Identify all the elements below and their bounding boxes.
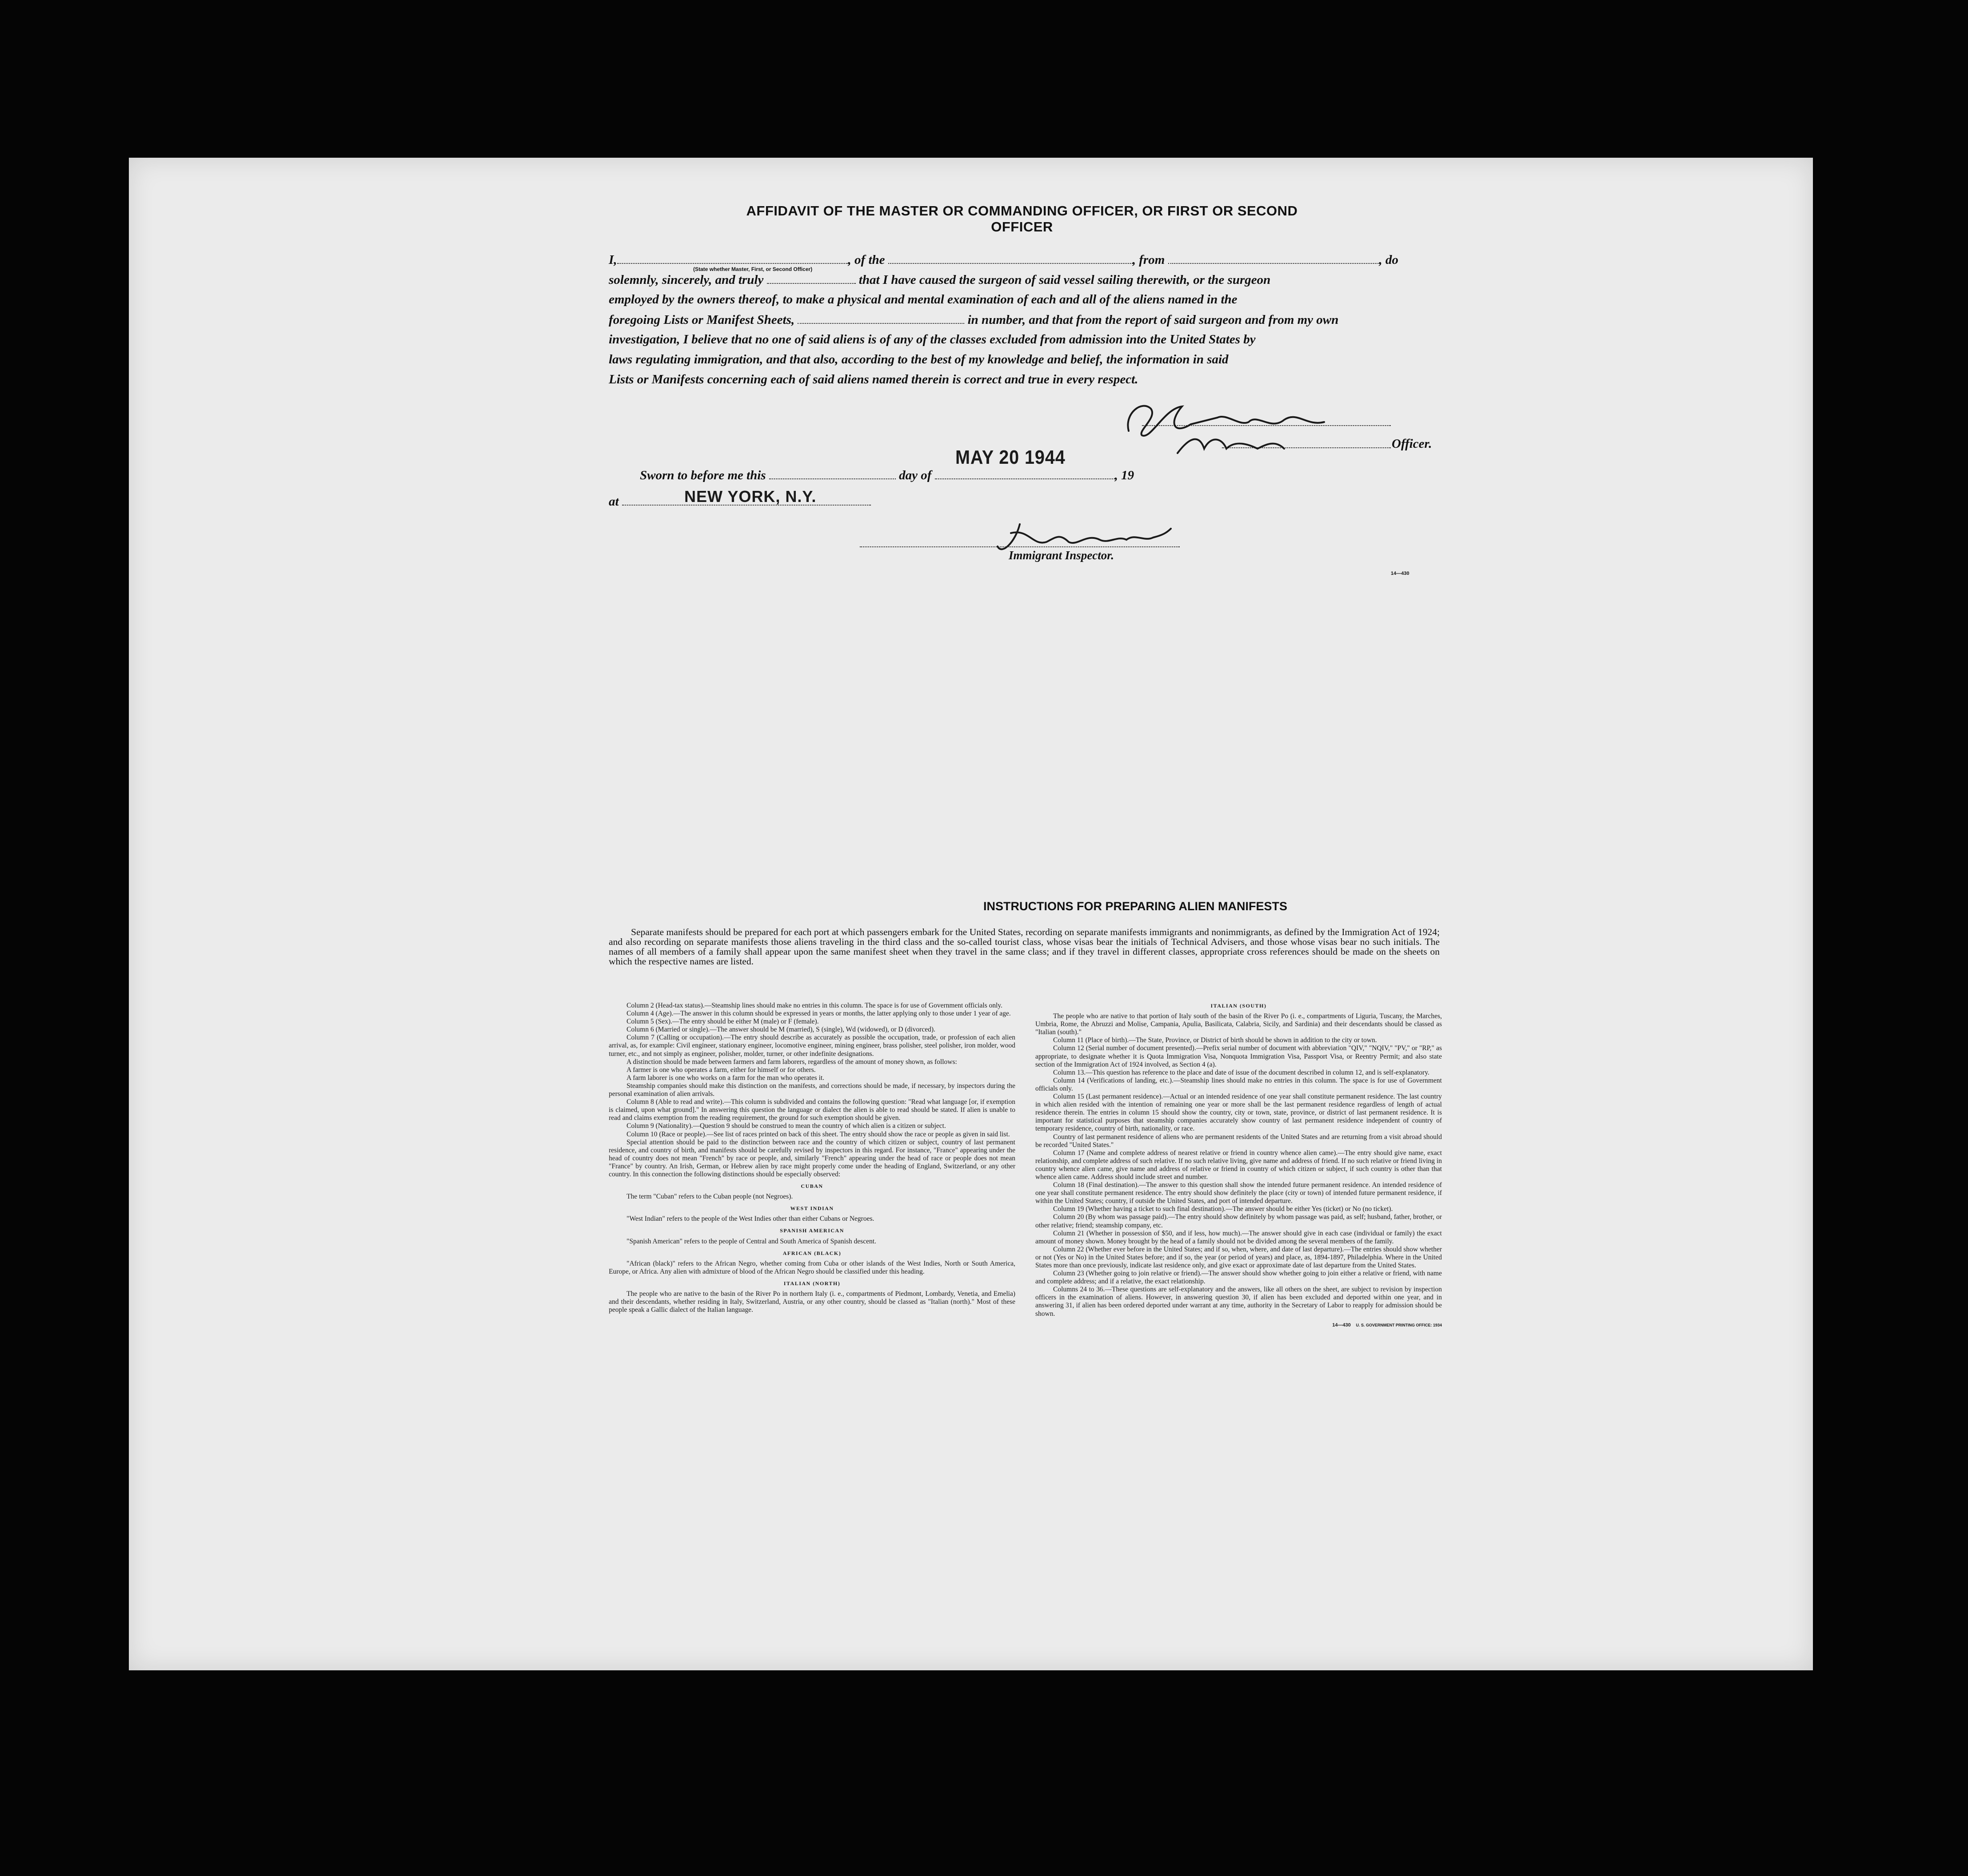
instruction-paragraph: Country of last permanent residence of aliens who are permanent residents of the United States and are returning from a visit abroad should be recorded "United States." [1035,1133,1442,1149]
instructions-title: INSTRUCTIONS FOR PREPARING ALIEN MANIFESTS [983,900,1288,913]
blank-count [798,312,964,324]
manifest-page [129,158,1813,1670]
sworn-text: day of [899,468,932,482]
inspector-line [860,546,1180,547]
affidavit-line-4 [609,312,1440,327]
instruction-paragraph: A distinction should be made between farmers and farm laborers, regardless of the amount of money shown, as follows: [627,1058,957,1066]
instructions-right-column [1035,1002,1442,1329]
section-heading-african: AFRICAN (BLACK) [782,1250,842,1256]
place-stamp: NEW YORK, N.Y. [684,487,817,506]
instruction-paragraph: Column 18 (Final destination).—The answer to this question shall show the intended future permanent residence. An intended residence of one year shall constitute permanent residence. The entry should show definitely the place (city or town) of intended future permanent residence, if within the United States; country, if outside the United States, and port of intended departure. [1035,1181,1442,1205]
instruction-paragraph: Column 5 (Sex).—The entry should be either M (male) or F (female). [627,1018,819,1026]
affidavit-line-6: laws regulating immigration, and that also, according to the best of my knowledge and belief, the information in said [609,352,1229,366]
footer-form-code: 14—430 [1332,1322,1351,1328]
blank-vessel [888,252,1133,264]
instruction-paragraph: Column 19 (Whether having a ticket to such final destination).—The answer should be either Yes (ticket) or No (no ticket). [1053,1205,1393,1213]
sworn-line [640,468,1471,483]
blank-port [1168,252,1379,264]
affidavit-from: , from [1132,253,1165,267]
blank-officer-name [617,252,848,264]
instruction-paragraph: Column 15 (Last permanent residence).—Actual or an intended residence of one year shall constitute permanent residence. The last country in which alien resided with the intention of remaining one year or more shall be the last permanent residence regardless of length of actual residence therein. The entries in column 15 should show the country, city or town, state, province, or district of last permanent residence. It is important for statistical purposes that steamship companies accurately show country of last permanent residence independent of country of temporary residence, country of birth, nationality, or race. [1035,1093,1442,1133]
instruction-paragraph: Column 8 (Able to read and write).—This column is subdivided and contains the following question: "Read what language [or, if exemption is claimed, upon what ground]." In answering this question the language or dialect the alien is able to read should be stated. If alien is unable to read and claims exemption from the reading requirement, the ground for such exemption should be given. [609,1098,1015,1122]
affidavit-line-2 [609,272,1440,287]
form-code: 14—430 [1391,571,1409,576]
instruction-paragraph: Column 23 (Whether going to join relative or friend).—The answer should show whether going to join either a relative or friend, with name and complete address; and if a relative, the exact relationship. [1035,1270,1442,1286]
affidavit-text: foregoing Lists or Manifest Sheets, [609,313,795,327]
inspector-label: Immigrant Inspector. [1009,549,1114,562]
instruction-paragraph: The people who are native to that portion of Italy south of the basin of the River Po (i. e., compartments of Liguria, Tuscany, the Marches, Umbria, Rome, the Abruzzi and Molise, Campania, Apulia, Basilicata, Calabria, Sicily, and Sardinia) and their descendants should be classed as "Italian (south)." [1035,1012,1442,1036]
affidavit-line-3: employed by the owners thereof, to make a physical and mental examination of each and all of the aliens named in the [609,292,1237,307]
instruction-paragraph: "African (black)" refers to the African Negro, whether coming from Cuba or other islands of the West Indies, North or South America, Europe, or Africa. Any alien with admixture of blood of the African Negro should be classified under this heading. [609,1259,1015,1275]
instruction-paragraph: The people who are native to the basin of the River Po in northern Italy (i. e., compartments of Piedmont, Lombardy, Venetia, and Emelia) and their descendants, whether residing in Italy, Switzerland, Austria, or any other country, should be classed as "Italian (north)." Most of these people speak a Gallic dialect of the Italian language. [609,1290,1015,1314]
officer-label: Officer. [1392,437,1432,451]
instruction-paragraph: "West Indian" refers to the people of the West Indies other than either Cubans or Negroes. [627,1215,874,1223]
officer-line [1222,447,1391,448]
blank-day [769,468,896,479]
instruction-paragraph: Column 12 (Serial number of document presented).—Prefix serial number of document with abbreviation "QIV," "NQIV," "PV," or "RP," as appropriate, to designate whether it is Quota Immigration Visa, Nonquota Immigration Visa, Passport Visa, or Reentry Permit; and also state section of the Immigration Act of 1924 involved, as Section 4 (a). [1035,1044,1442,1068]
affidavit-do: , do [1379,253,1399,267]
instructions-intro: Separate manifests should be prepared for each port at which passengers embark for the United States, recording on separate manifests immigrants and nonimmigrants, as defined by the Immigration Act of 1924; and also recording on separate manifests those aliens traveling in the third class and the so-called tourist class, whose visas bear the initials of Technical Advisers, and those whose visas bear no such initials. The names of all members of a family shall appear upon the same manifest sheet when they travel in the same class; and if they travel in different classes, appropriate cross references should be made on the sheets on which the respective names are listed. [609,927,1440,967]
blank-line [767,272,856,284]
instruction-paragraph: Steamship companies should make this distinction on the manifests, and corrections should be made, if necessary, by inspectors during the personal examination of alien arrivals. [609,1082,1015,1098]
instruction-paragraph: Columns 24 to 36.—These questions are self-explanatory and the answers, like all others on the sheet, are subject to revision by inspection officers in the examination of aliens. However, in answering question 30, if alien has been excluded and deported within one year, and in answering 31, if alien has been ordered deported under warrant at any time, authority in the Secretary of Labor to reapply for admission should be shown. [1035,1286,1442,1318]
instruction-paragraph: Column 22 (Whether ever before in the United States; and if so, when, where, and date of last departure).—The entries should show whether or not (Yes or No) in the United States before; and if so, the year (or period of years) and place, as, 1894-1897, Philadelphia. Where in the United States more than once previously, indicate last residence only, and give exact or approximate date of last departure from the United States. [1035,1245,1442,1269]
affidavit-title: AFFIDAVIT OF THE MASTER OR COMMANDING OFFICER, OR FIRST OR SECOND OFFICER [746,203,1298,235]
instruction-paragraph: Column 13.—This question has reference to the place and date of issue of the document described in column 12, and is self-explanatory. [1053,1068,1429,1076]
sworn-text: , 19 [1114,468,1134,482]
sworn-text: Sworn to before me this [640,468,766,482]
instruction-paragraph: Column 2 (Head-tax status).—Steamship lines should make no entries in this column. The space is for use of Government officials only. [627,1002,1003,1009]
instruction-paragraph: A farmer is one who operates a farm, either for himself or for others. [627,1066,816,1074]
affidavit-i: I, [609,253,617,267]
instruction-paragraph: Column 14 (Verifications of landing, etc.).—Steamship lines should make no entries in this column. The space is for use of Government officials only. [1035,1076,1442,1092]
instruction-paragraph: Special attention should be paid to the distinction between race and the country of which citizen or subject, country of last permanent residence, and country of birth, and manifests should be carefully revised by inspectors in this regard. For instance, "France" appearing under the head of country does not mean "French" by race or people, and, similarly "French" appearing under the head of race or people does not mean "France" by country. An Irish, German, or Hebrew alien by race might properly come under the heading of England, Switzerland, or any other country. In this connection the following distinctions should be especially observed: [609,1138,1015,1178]
section-heading-spanish-american: SPANISH AMERICAN [780,1227,844,1234]
role-hint: (State whether Master, First, or Second Officer) [693,266,813,272]
instruction-paragraph: Column 21 (Whether in possession of $50, and if less, how much).—The answer should give in each case (individual or family) the exact amount of money shown. Money brought by the head of a family should not be divided among the several members of the family. [1035,1229,1442,1245]
blank-month [935,468,1115,479]
instruction-paragraph: Column 10 (Race or people).—See list of races printed on back of this sheet. The entry should show the race or people as given in said list. [627,1130,1010,1138]
instruction-paragraph: Column 11 (Place of birth).—The State, Province, or District of birth should be shown in addition to the city or town. [1053,1036,1377,1044]
affidavit-text: that I have caused the surgeon of said vessel sailing therewith, or the surgeon [858,273,1271,287]
page-footer [1035,1321,1442,1329]
date-stamp: MAY 20 1944 [955,446,1066,468]
section-heading-west-indian: WEST INDIAN [790,1205,834,1212]
section-heading-italian-south: ITALIAN (SOUTH) [1210,1003,1267,1009]
instruction-paragraph: Column 20 (By whom was passage paid).—The entry should show definitely by whom passage was paid, as self; husband, father, brother, or other relative; friend; steamship company, etc. [1035,1213,1442,1229]
instruction-paragraph: The term "Cuban" refers to the Cuban people (not Negroes). [627,1193,793,1201]
affidavit-line-5: investigation, I believe that no one of said aliens is of any of the classes excluded from admission into the United States by [609,332,1256,347]
section-heading-cuban: CUBAN [801,1183,823,1190]
instruction-paragraph: Column 6 (Married or single).—The answer should be M (married), S (single), Wd (widowed), or D (divorced). [627,1026,935,1034]
instructions-left-column [609,1002,1015,1314]
instruction-paragraph: Column 4 (Age).—The answer in this column should be expressed in years or months, the latter applying only to those under 1 year of age. [627,1010,1011,1018]
affidavit-line-7: Lists or Manifests concerning each of said aliens named therein is correct and true in every respect. [609,372,1138,386]
footer-printer: U. S. GOVERNMENT PRINTING OFFICE: 1934 [1356,1322,1442,1327]
affidavit-of-the: , of the [848,253,885,267]
master-signature [1115,382,1364,458]
affidavit-text: solemnly, sincerely, and truly [609,273,764,287]
affidavit-text: in number, and that from the report of said surgeon and from my own [967,313,1339,327]
affidavit-line-1 [609,252,1440,267]
instruction-paragraph: Column 17 (Name and complete address of nearest relative or friend in country whence alien came).—The entry should give name, exact relationship, and complete address of such relative. If no such relative living, give name and address of friend. If no such relative or friend living in country whence alien came, give name and address of relative or friend in country of which citizen or subject, if such country is other than that whence alien came. Address should include street and number. [1035,1149,1442,1181]
section-heading-italian-north: ITALIAN (NORTH) [783,1280,841,1287]
instruction-paragraph: Column 9 (Nationality).—Question 9 should be construed to mean the country of which alien is a citizen or subject. [627,1122,946,1130]
instruction-paragraph: Column 7 (Calling or occupation).—The entry should describe as accurately as possible the occupation, trade, or profession of each alien arrival, as, for example: Civil engineer, stationary engineer, locomotive engineer, mining engineer, brass polisher, steel polisher, iron molder, wood turner, etc., and not simply as engineer, polisher, molder, turner, or other indefinite designations. [609,1034,1015,1058]
at-label: at [609,494,619,509]
instruction-paragraph: "Spanish American" refers to the people of Central and South America of Spanish descent. [627,1237,876,1245]
signature-line [1142,425,1391,426]
instruction-paragraph: A farm laborer is one who works on a farm for the man who operates it. [627,1074,825,1082]
